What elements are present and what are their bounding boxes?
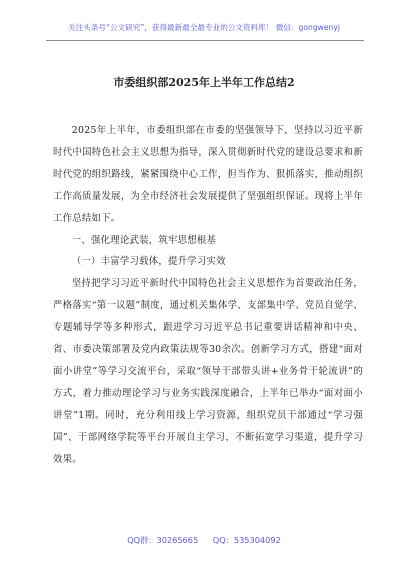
subsection-heading: （一）丰富学习载体，提升学习实效 [71,256,226,268]
document-body [53,120,363,471]
footer-qq: QQ：535304092 [212,535,281,545]
body-paragraph: 坚持把学习习近平新时代中国特色社会主义思想作为首要政治任务，严格落实“第一议题”制度，通过机关集体学、支部集中学、党员自觉学、专题辅导学等多种形式，跟进学习习近平总书记重要讲话精神和中央、省、市委决策部署及党内政策法规等30余次。创新学习方式，搭建“面对面小讲堂”等学习交流平台，采取“领导干部带头讲+业务骨干轮流讲”的方式，着力推动理论学习与业务实践深度融合，上半年已举办“面对面小讲堂”1期。同时，充分利用线上学习资源，组织党员干部通过“学习强国”、干部网络学院等平台开展自主学习，不断拓宽学习渠道，提升学习效果。 [53,278,363,465]
footer-qq-group: QQ群：30265665 [127,535,199,545]
footer-contacts [0,535,408,546]
page-title: 市委组织部2025年上半年工作总结2 [113,76,295,89]
intro-paragraph: 2025年上半年，市委组织部在市委的坚强领导下，坚持以习近平新时代中国特色社会主义思想为指导，深入贯彻新时代党的建设总要求和新时代党的组织路线，紧紧围绕中心工作，担当作为、狠抓落实，推动组织工作高质量发展，为全市经济社会发展提供了坚强组织保证。现将上半年工作总结如下。 [53,125,363,224]
header-divider [46,40,364,41]
header-banner: 关注头条号“公文研究”，获得最新最全最专业的公文资料库！ 微信：gongwenyj [68,23,340,32]
section-heading: 一、强化理论武装，筑牢思想根基 [71,234,217,246]
